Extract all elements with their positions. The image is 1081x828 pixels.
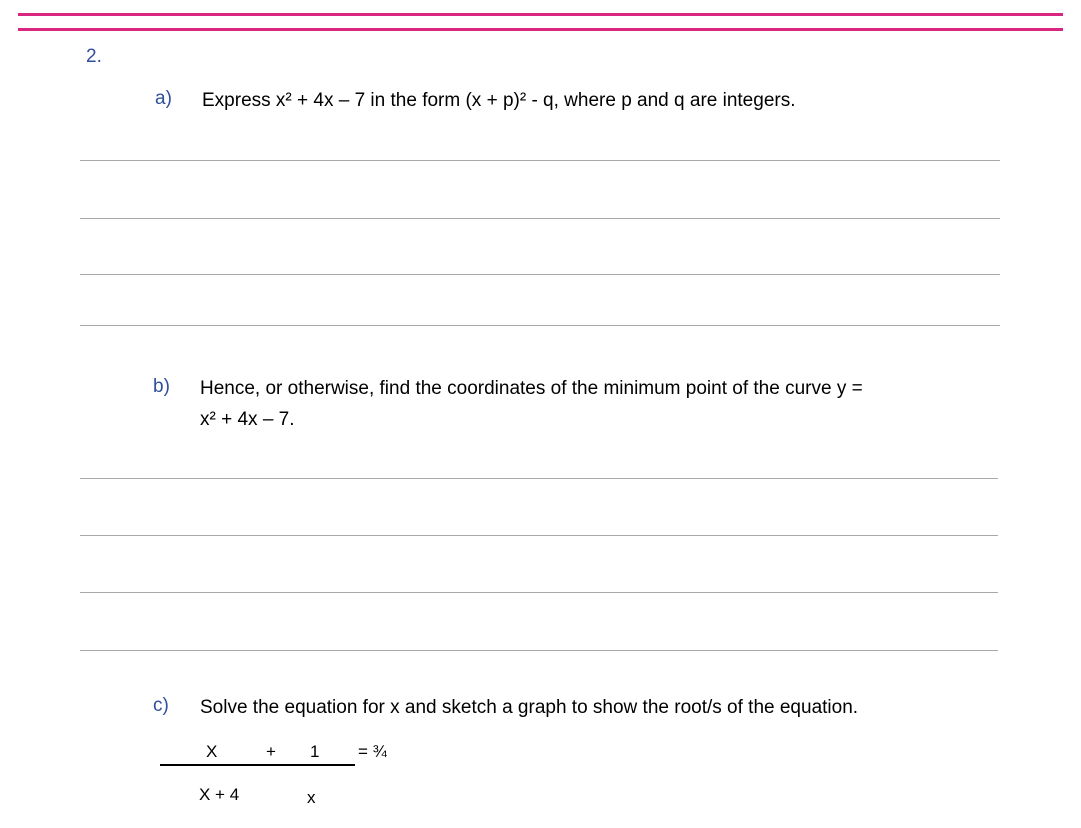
part-a-label: a) — [155, 88, 172, 109]
equation-denominator-x-plus-4: X + 4 — [199, 785, 240, 804]
answer-line-a1[interactable] — [80, 160, 1000, 161]
part-b-question-line2: x² + 4x – 7. — [200, 409, 295, 430]
answer-line-b1[interactable] — [80, 478, 998, 479]
answer-line-a4[interactable] — [80, 325, 1000, 326]
equation-equals-three-quarters: = ¾ — [358, 742, 387, 761]
answer-line-b2[interactable] — [80, 535, 998, 536]
part-a-question: Express x² + 4x – 7 in the form (x + p)² - q, where p and q are integers. — [202, 90, 796, 111]
part-c-question: Solve the equation for x and sketch a graph to show the root/s of the equation. — [200, 697, 859, 718]
equation-fraction-bar — [160, 764, 355, 766]
answer-line-a3[interactable] — [80, 274, 1000, 275]
header-rule-bottom — [18, 28, 1063, 31]
part-b-label: b) — [153, 376, 170, 397]
part-b-question-line1: Hence, or otherwise, find the coordinates of the minimum point of the curve y = — [200, 378, 863, 399]
question-number: 2. — [86, 46, 102, 67]
equation-numerator-one: 1 — [310, 742, 320, 761]
equation-denominator-x: x — [307, 788, 316, 807]
part-c-label: c) — [153, 695, 169, 716]
answer-line-a2[interactable] — [80, 218, 1000, 219]
equation-plus-sign: + — [266, 742, 276, 761]
answer-line-b4[interactable] — [80, 650, 998, 651]
equation-numerator-x: X — [206, 742, 218, 761]
answer-line-b3[interactable] — [80, 592, 998, 593]
header-rule-top — [18, 13, 1063, 16]
